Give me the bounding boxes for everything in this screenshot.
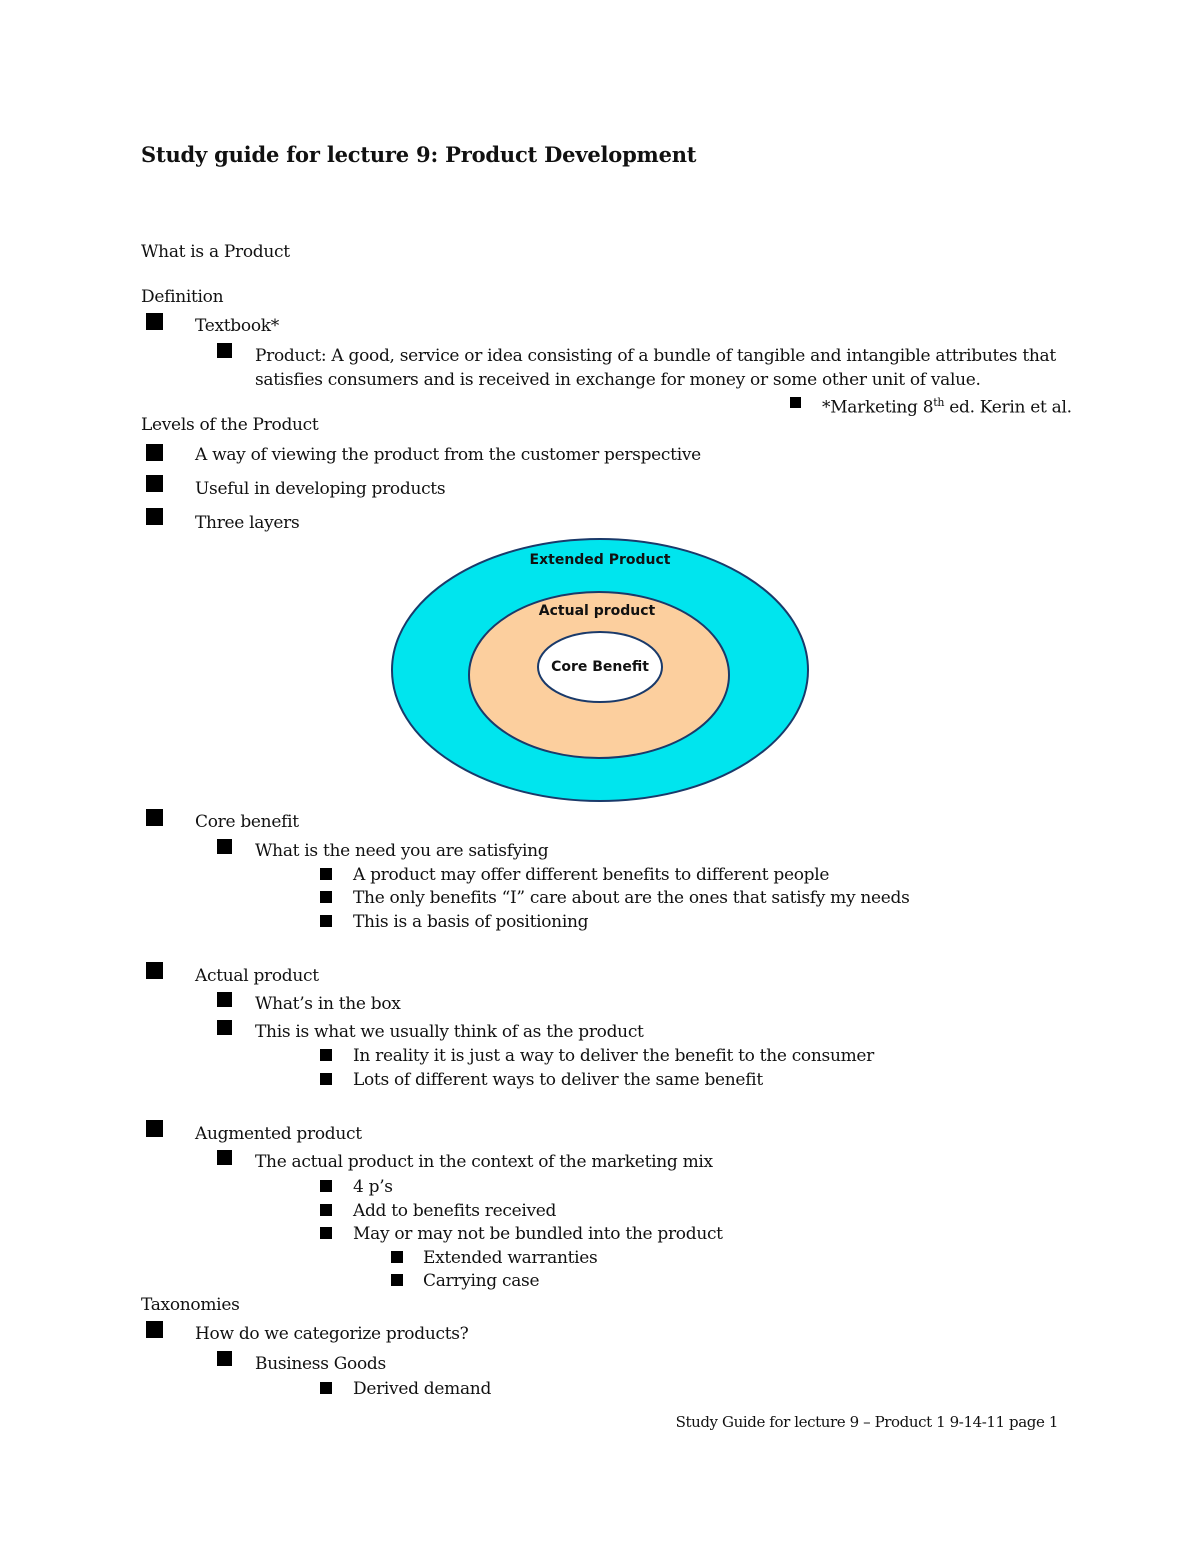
section-heading-definition: Definition: [141, 287, 224, 307]
taxonomies-sub1-item-1: Derived demand: [353, 1379, 492, 1399]
bullet-square-icon: [146, 475, 163, 492]
augmented-heading: Augmented product: [195, 1124, 362, 1144]
actual-product-label: Actual product: [538, 603, 656, 619]
extended-product-label: Extended Product: [529, 552, 671, 568]
section-heading-levels: Levels of the Product: [141, 415, 319, 435]
bullet-square-icon: [320, 915, 332, 927]
bullet-square-icon: [146, 444, 163, 461]
core-sub1-item-2: The only benefits “I” care about are the ones that satisfy my needs: [353, 888, 910, 908]
augmented-sub1-item-3: May or may not be bundled into the product: [353, 1224, 723, 1244]
bullet-square-icon: [146, 508, 163, 525]
bullet-square-icon: [320, 1227, 332, 1239]
bullet-square-icon: [790, 397, 801, 408]
bullet-square-icon: [146, 1321, 163, 1338]
bundled-item-2: Carrying case: [423, 1271, 540, 1291]
page-title: Study guide for lecture 9: Product Development: [141, 142, 697, 167]
core-sub-1: What is the need you are satisfying: [255, 841, 549, 861]
bullet-square-icon: [320, 1049, 332, 1061]
bullet-square-icon: [320, 1073, 332, 1085]
bullet-square-icon: [146, 809, 163, 826]
bullet-square-icon: [217, 1150, 232, 1165]
product-levels-diagram: [388, 536, 812, 806]
augmented-sub1-item-2: Add to benefits received: [353, 1201, 557, 1221]
bullet-square-icon: [320, 891, 332, 903]
bullet-square-icon: [320, 1382, 332, 1394]
bullet-square-icon: [320, 1180, 332, 1192]
definition-textbook: Textbook*: [195, 316, 279, 336]
actual-sub-2: This is what we usually think of as the product: [255, 1022, 644, 1042]
definition-product-line1: Product: A good, service or idea consisting of a bundle of tangible and intangible attributes that: [255, 346, 1056, 366]
augmented-sub-1: The actual product in the context of the marketing mix: [255, 1152, 713, 1172]
bullet-square-icon: [146, 313, 163, 330]
bundled-item-1: Extended warranties: [423, 1248, 598, 1268]
core-sub1-item-1: A product may offer different benefits to different people: [353, 865, 830, 885]
page-footer: Study Guide for lecture 9 – Product 1 9-14-11 page 1: [675, 1413, 1058, 1431]
bullet-square-icon: [391, 1251, 403, 1263]
bullet-square-icon: [217, 343, 232, 358]
levels-item-1: A way of viewing the product from the customer perspective: [195, 445, 701, 465]
core-benefit-label: Core Benefit: [551, 659, 649, 675]
citation: *Marketing 8th ed. Kerin et al.: [822, 396, 1072, 418]
levels-item-2: Useful in developing products: [195, 479, 446, 499]
taxonomies-sub-1: Business Goods: [255, 1354, 386, 1374]
augmented-sub1-item-1: 4 p’s: [353, 1177, 393, 1197]
levels-item-3: Three layers: [195, 513, 300, 533]
actual-sub2-item-2: Lots of different ways to deliver the same benefit: [353, 1070, 763, 1090]
bullet-square-icon: [320, 868, 332, 880]
bullet-square-icon: [217, 1351, 232, 1366]
section-heading-what: What is a Product: [141, 242, 290, 262]
core-sub1-item-3: This is a basis of positioning: [353, 912, 589, 932]
actual-heading: Actual product: [195, 966, 319, 986]
bullet-square-icon: [320, 1204, 332, 1216]
taxonomies-item-1: How do we categorize products?: [195, 1324, 469, 1344]
bullet-square-icon: [146, 1120, 163, 1137]
core-heading: Core benefit: [195, 812, 299, 832]
section-heading-taxonomies: Taxonomies: [141, 1295, 240, 1315]
bullet-square-icon: [217, 992, 232, 1007]
actual-sub2-item-1: In reality it is just a way to deliver the benefit to the consumer: [353, 1046, 874, 1066]
definition-product-line2: satisfies consumers and is received in exchange for money or some other unit of value.: [255, 370, 981, 390]
bullet-square-icon: [146, 962, 163, 979]
bullet-square-icon: [217, 1020, 232, 1035]
bullet-square-icon: [217, 839, 232, 854]
actual-sub-1: What’s in the box: [255, 994, 401, 1014]
bullet-square-icon: [391, 1274, 403, 1286]
